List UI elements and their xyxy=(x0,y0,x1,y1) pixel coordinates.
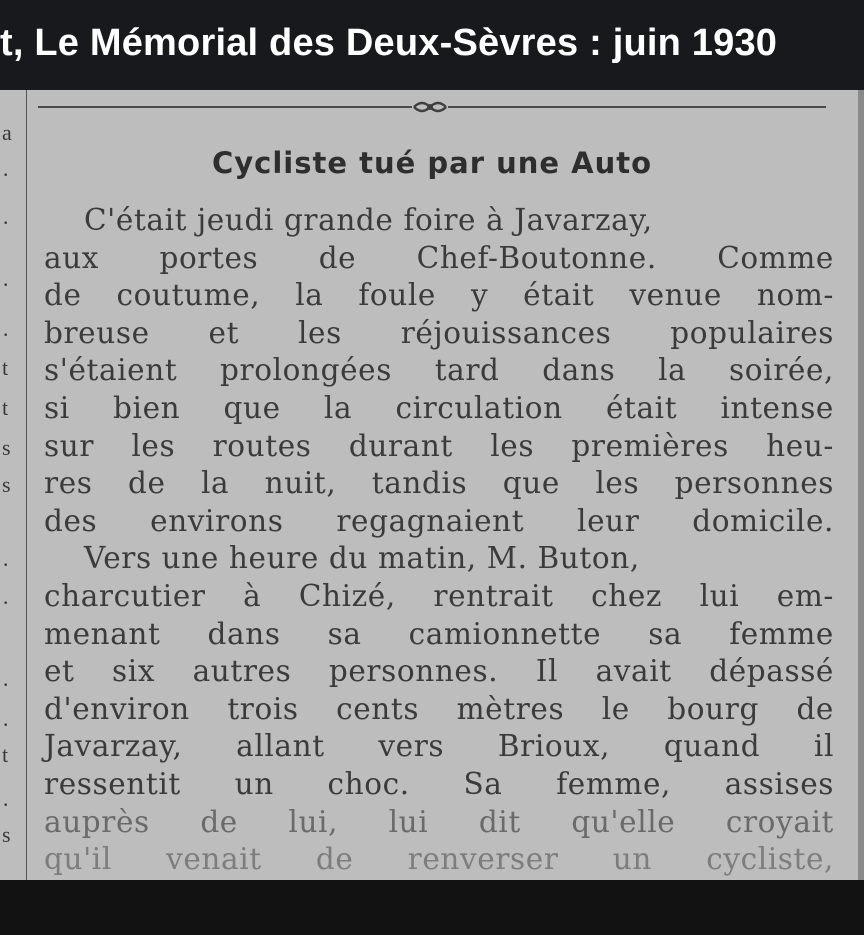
article-line: aux portes de Chef-Boutonne. Comme xyxy=(44,240,834,275)
article-line: d'environ trois cents mètres le bourg de xyxy=(44,691,834,726)
article-line: s'étaient prolongées tard dans la soirée, xyxy=(44,353,834,388)
article-body xyxy=(44,202,834,879)
margin-fragment: · xyxy=(2,712,10,737)
article-line: menant dans sa camionnette sa femme xyxy=(44,616,834,651)
adjacent-column-edge xyxy=(0,90,27,890)
article-line: ressentit un choc. Sa femme, assises xyxy=(44,766,834,801)
article-line: res de la nuit, tandis que les personnes xyxy=(44,466,834,501)
newspaper-clipping xyxy=(0,90,864,935)
article-line: qu'il venait de renverser un cycliste, xyxy=(44,842,834,877)
margin-fragment: t xyxy=(2,355,9,380)
article-line: si bien que la circulation était intense xyxy=(44,390,834,425)
margin-fragment: · xyxy=(2,672,10,697)
margin-fragment: · xyxy=(2,210,10,235)
ornament-icon xyxy=(412,97,448,117)
article-line: et six autres personnes. Il avait dépassé xyxy=(44,654,834,689)
margin-fragment: s xyxy=(2,822,11,847)
margin-fragment: s xyxy=(2,435,11,460)
adjacent-column-edge-right xyxy=(858,90,864,890)
margin-fragment: t xyxy=(2,395,9,420)
bottom-dark-band xyxy=(0,880,864,935)
article-line: C'était jeudi grande foire à Javarzay, xyxy=(84,203,653,237)
margin-fragment: · xyxy=(2,792,10,817)
margin-fragment: · xyxy=(2,590,10,615)
article-line: charcutier à Chizé, rentrait chez lui em- xyxy=(44,578,834,613)
article-line: Javarzay, allant vers Brioux, quand il xyxy=(44,729,834,764)
title-bar xyxy=(0,0,864,90)
article-line: Vers une heure du matin, M. Buton, xyxy=(84,541,640,576)
article-headline: Cycliste tué par une Auto xyxy=(211,146,653,180)
margin-fragment: t xyxy=(2,742,9,767)
margin-fragment: · xyxy=(2,322,10,347)
margin-fragment: s xyxy=(2,472,11,497)
document-title: t, Le Mémorial des Deux-Sèvres : juin 1930 xyxy=(0,22,778,64)
article-line: de coutume, la foule y était venue nom- xyxy=(44,278,834,313)
margin-fragment: · xyxy=(2,162,10,187)
margin-fragment: · xyxy=(2,272,10,297)
article-line: auprès de lui, lui dit qu'elle croyait xyxy=(44,804,834,839)
margin-fragment: a xyxy=(2,120,12,145)
article-line: sur les routes durant les premières heu- xyxy=(44,428,834,463)
article-line: breuse et les réjouissances populaires xyxy=(44,315,834,350)
margin-fragment: · xyxy=(2,552,10,577)
article-line: des environs regagnaient leur domicile. xyxy=(44,503,834,538)
